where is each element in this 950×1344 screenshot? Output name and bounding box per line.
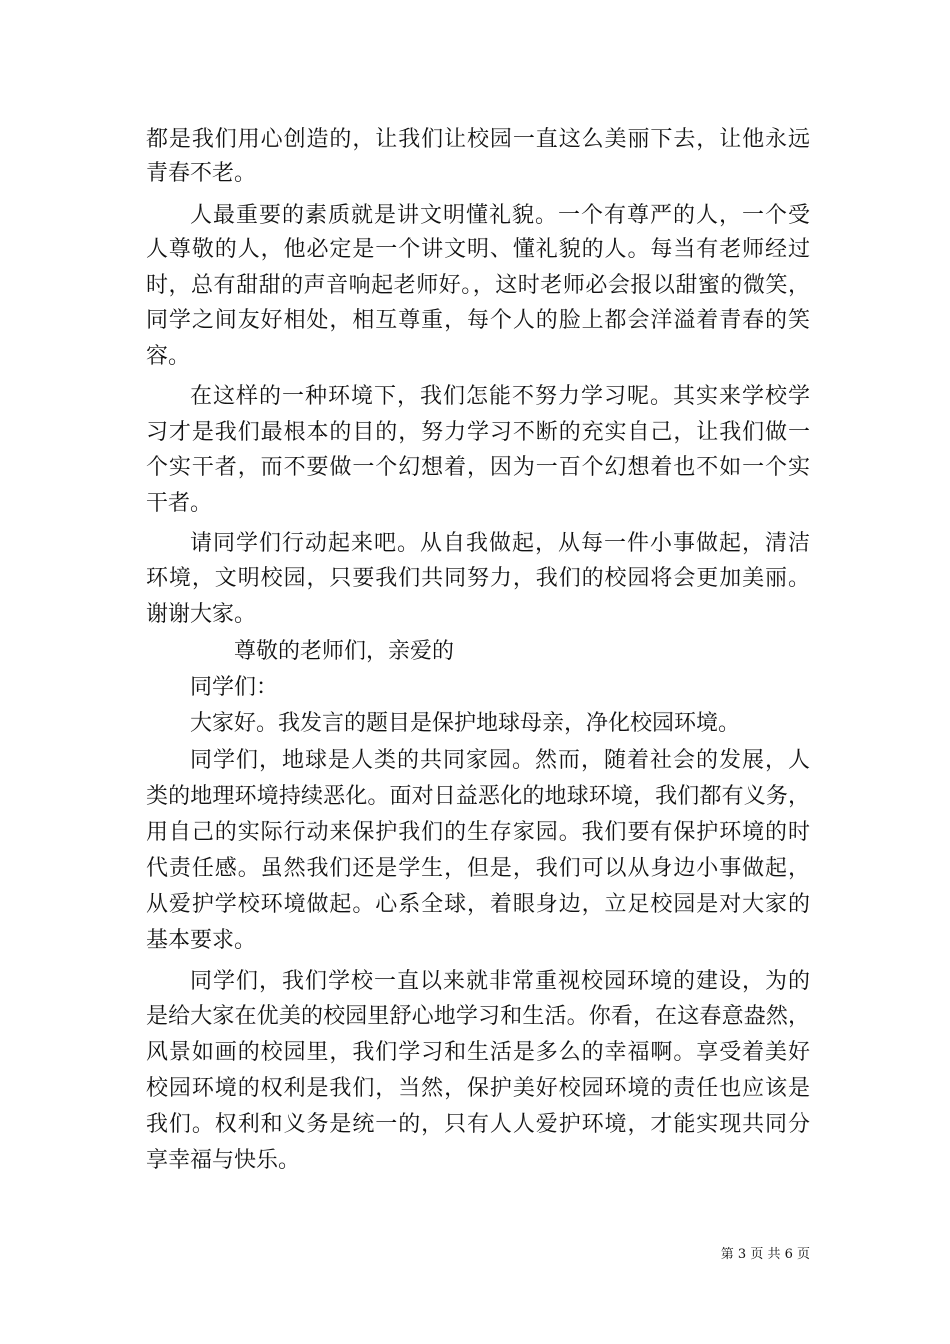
text-line: 代责任感。虽然我们还是学生，但是，我们可以从身边小事做起， bbox=[146, 856, 810, 881]
text-line: 用自己的实际行动来保护我们的生存家园。我们要有保护环境的时 bbox=[146, 820, 810, 845]
text-line: 同学们，我们学校一直以来就非常重视校园环境的建设，为的 bbox=[190, 969, 810, 994]
text-line: 是给大家在优美的校园里舒心地学习和生活。你看，在这春意盎然， bbox=[146, 1004, 810, 1029]
text-line: 享幸福与快乐。 bbox=[146, 1148, 301, 1173]
text-line: 风景如画的校园里，我们学习和生活是多么的幸福啊。享受着美好 bbox=[146, 1040, 810, 1065]
text-line: 我们。权利和义务是统一的，只有人人爱护环境，才能实现共同分 bbox=[146, 1112, 810, 1137]
text-line: 基本要求。 bbox=[146, 928, 257, 953]
salutation-line: 同学们： bbox=[190, 675, 279, 700]
text-line: 青春不老。 bbox=[146, 161, 257, 186]
text-line: 在这样的一种环境下，我们怎能不努力学习呢。其实来学校学 bbox=[190, 384, 810, 409]
text-line: 时，总有甜甜的声音响起老师好。，这时老师必会报以甜蜜的微笑， bbox=[146, 273, 810, 298]
text-line: 请同学们行动起来吧。从自我做起，从每一件小事做起，清洁 bbox=[190, 531, 810, 556]
text-line: 人最重要的素质就是讲文明懂礼貌。一个有尊严的人，一个受 bbox=[190, 203, 810, 228]
text-line: 类的地理环境持续恶化。面对日益恶化的地球环境，我们都有义务， bbox=[146, 784, 810, 809]
text-line: 都是我们用心创造的，让我们让校园一直这么美丽下去，让他永远 bbox=[146, 127, 810, 152]
text-line: 容。 bbox=[146, 344, 191, 369]
text-line: 习才是我们最根本的目的，努力学习不断的充实自己，让我们做一 bbox=[146, 420, 810, 445]
text-line: 校园环境的权利是我们，当然，保护美好校园环境的责任也应该是 bbox=[146, 1076, 810, 1101]
salutation-line: 尊敬的老师们，亲爱的 bbox=[234, 639, 455, 664]
text-line: 从爱护学校环境做起。心系全球，着眼身边，立足校园是对大家的 bbox=[146, 892, 810, 917]
text-line: 干者。 bbox=[146, 491, 213, 516]
text-line: 个实干者，而不要做一个幻想着，因为一百个幻想着也不如一个实 bbox=[146, 455, 810, 480]
text-line: 人尊敬的人，他必定是一个讲文明、懂礼貌的人。每当有老师经过 bbox=[146, 237, 810, 262]
text-line: 大家好。我发言的题目是保护地球母亲，净化校园环境。 bbox=[190, 711, 741, 736]
text-line: 谢谢大家。 bbox=[146, 602, 257, 627]
text-line: 同学之间友好相处，相互尊重，每个人的脸上都会洋溢着青春的笑 bbox=[146, 308, 810, 333]
text-line: 同学们，地球是人类的共同家园。然而，随着社会的发展，人 bbox=[190, 748, 810, 773]
page-number: 第 3 页 共 6 页 bbox=[720, 1247, 810, 1262]
text-line: 环境，文明校园，只要我们共同努力，我们的校园将会更加美丽。 bbox=[146, 566, 810, 591]
